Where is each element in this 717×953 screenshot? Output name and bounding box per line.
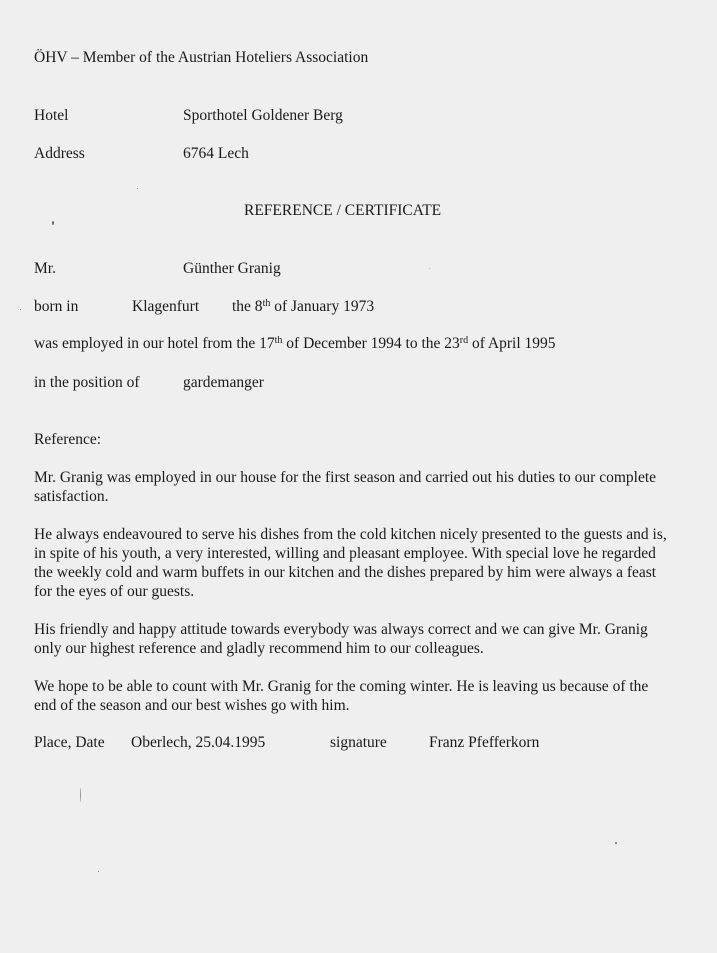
reference-heading: Reference: [34, 431, 102, 448]
scan-speck [137, 188, 138, 189]
salutation: Mr. [34, 260, 56, 277]
born-in-label: born in [34, 298, 79, 315]
reference-paragraph: Mr. Granig was employed in our house for the first season and carried out his duties to our complete satisfaction. [34, 469, 657, 505]
scan-speck [20, 309, 21, 310]
address-value: 6764 Lech [183, 145, 249, 162]
birth-date: the 8th of January 1973 [232, 298, 375, 315]
scan-speck [98, 871, 99, 872]
employee-name: Günther Granig [183, 260, 281, 277]
place-date-value: Oberlech, 25.04.1995 [131, 734, 266, 751]
hotel-name: Sporthotel Goldener Berg [183, 107, 343, 124]
hotel-label: Hotel [34, 107, 69, 124]
document-title: REFERENCE / CERTIFICATE [244, 202, 442, 219]
reference-paragraph: We hope to be able to count with Mr. Granig for the coming winter. He is leaving us because of the end of the season and our best wishes go with him. [34, 678, 649, 714]
scan-speck [80, 788, 81, 802]
address-label: Address [34, 145, 85, 162]
signature-value: Franz Pfefferkorn [429, 734, 540, 751]
signature-label: signature [330, 734, 387, 751]
scan-speck [52, 221, 54, 225]
scan-speck [429, 268, 430, 269]
employment-period: was employed in our hotel from the 17th of December 1994 to the 23rd of April 1995 [34, 335, 556, 352]
position-label: in the position of [34, 374, 140, 391]
reference-paragraph: His friendly and happy attitude towards everybody was always correct and we can give Mr. Granig only our highest reference and gladly recommend him to our colleagues. [34, 621, 648, 657]
reference-paragraph: He always endeavoured to serve his dishes from the cold kitchen nicely presented to the guests and is, in spite of his youth, a very interested, willing and pleasant employee. With special love he regarded the weekly cold and warm buffets in our kitchen and the dishes prepared by him were always a feast for the eyes of our guests. [34, 526, 667, 600]
place-date-label: Place, Date [34, 734, 105, 751]
position-value: gardemanger [183, 374, 264, 391]
scan-speck [615, 842, 617, 844]
birth-place: Klagenfurt [132, 298, 200, 315]
association-header: ÖHV – Member of the Austrian Hoteliers Association [34, 49, 369, 66]
